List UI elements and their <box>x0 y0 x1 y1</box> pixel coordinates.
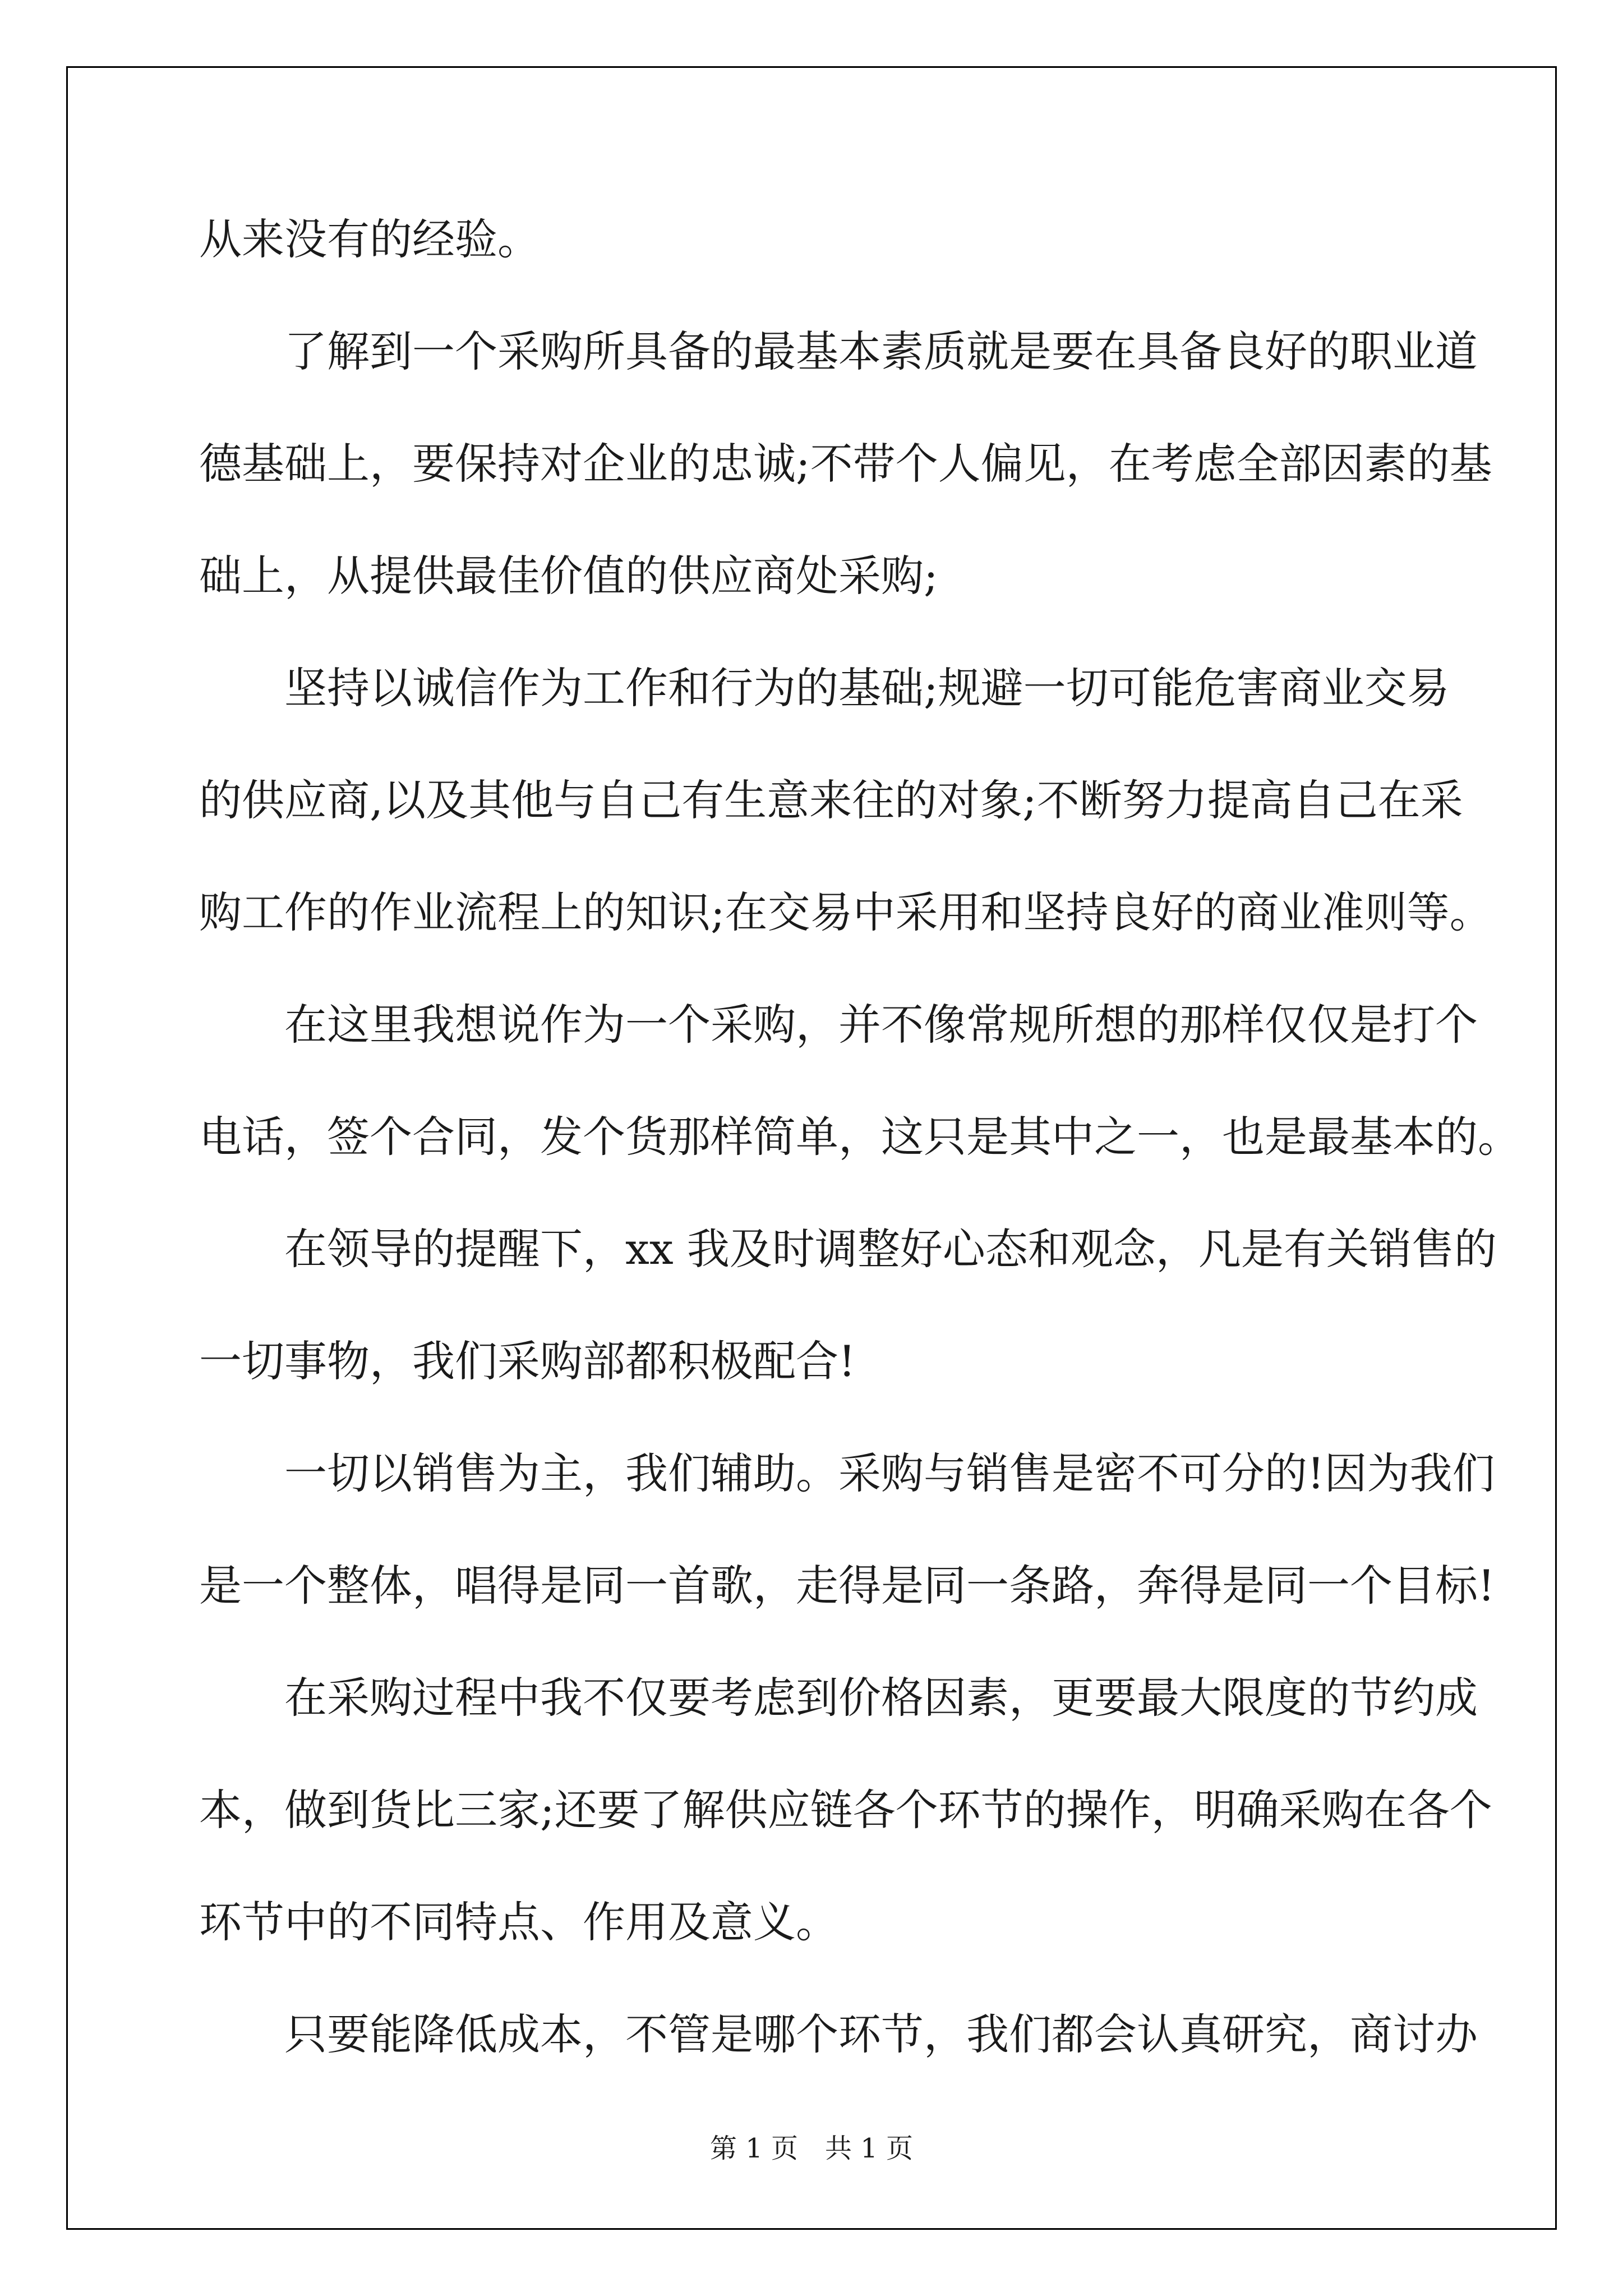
text-line: 了解到一个采购所具备的最基本素质就是要在具备良好的职业道 <box>284 326 1478 376</box>
text-line: 电话，签个合同，发个货那样简单，这只是其中之一，也是最基本的。 <box>199 1112 1520 1162</box>
text-line: 环节中的不同特点、作用及意义。 <box>199 1897 838 1947</box>
text-line: 从来没有的经验。 <box>199 214 540 264</box>
text-line: 在采购过程中我不仅要考虑到价格因素，更要最大限度的节约成 <box>284 1673 1478 1723</box>
text-line: 一切以销售为主，我们辅助。采购与销售是密不可分的!因为我们 <box>284 1448 1495 1498</box>
text-line: 只要能降低成本，不管是哪个环节，我们都会认真研究，商讨办 <box>284 2009 1478 2059</box>
text-line: 一切事物，我们采购部都积极配合! <box>199 1336 856 1386</box>
text-line: 在这里我想说作为一个采购，并不像常规所想的那样仅仅是打个 <box>284 1000 1478 1050</box>
text-line: 在领导的提醒下，xx 我及时调整好心态和观念，凡是有关销售的 <box>284 1224 1497 1274</box>
text-line: 础上，从提供最佳价值的供应商处采购; <box>199 551 938 601</box>
text-line: 本，做到货比三家;还要了解供应链各个环节的操作，明确采购在各个 <box>199 1785 1492 1835</box>
text-line: 坚持以诚信作为工作和行为的基础;规避一切可能危害商业交易 <box>284 663 1450 713</box>
document-body <box>199 213 1520 2120</box>
text-line: 德基础上，要保持对企业的忠诚;不带个人偏见，在考虑全部因素的基 <box>199 439 1492 489</box>
text-line: 的供应商,以及其他与自己有生意来往的对象;不断努力提高自己在采 <box>199 775 1463 825</box>
text-line: 是一个整体，唱得是同一首歌，走得是同一条路，奔得是同一个目标! <box>199 1561 1495 1611</box>
text-line: 购工作的作业流程上的知识;在交易中采用和坚持良好的商业准则等。 <box>199 887 1492 937</box>
page-number-footer: 第 1 页 共 1 页 <box>709 2133 914 2164</box>
